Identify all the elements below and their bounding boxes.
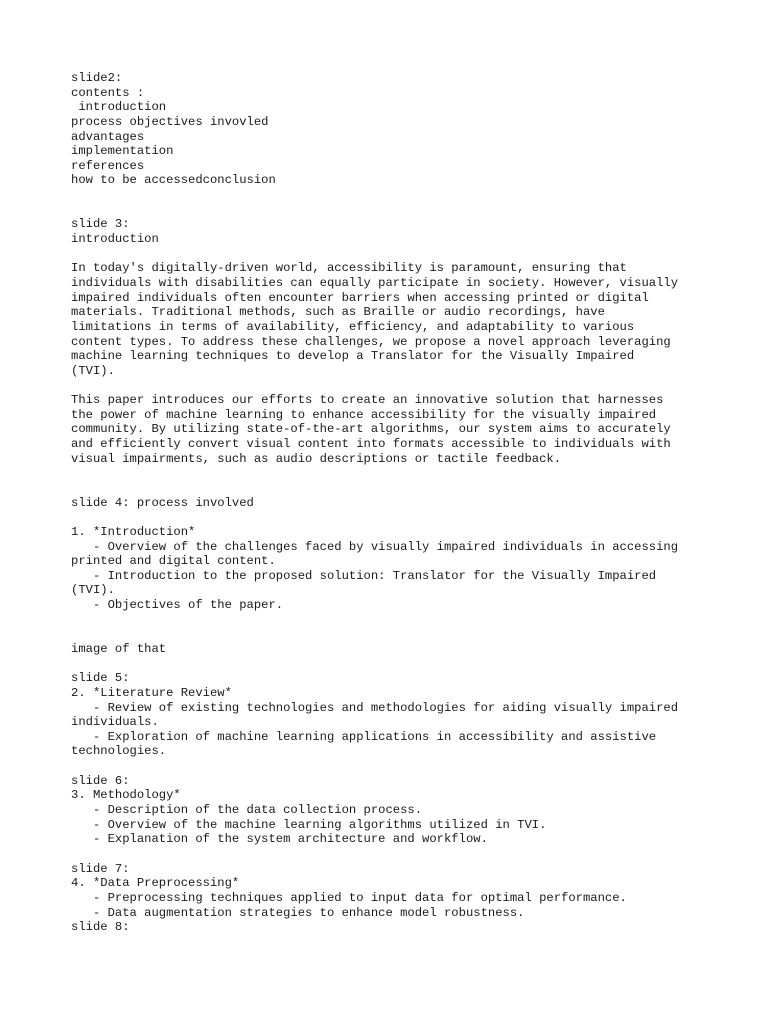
text-line: - Objectives of the paper. — [71, 598, 284, 613]
text-line: community. By utilizing state-of-the-art algorithms, our system aims to accurately — [71, 422, 671, 437]
text-line: technologies. — [71, 744, 167, 759]
text-line: 2. *Literature Review* — [71, 685, 232, 700]
text-line: (TVI). — [71, 583, 115, 598]
document-page — [71, 71, 731, 935]
text-line: the power of machine learning to enhance accessibility for the visually impaired — [71, 407, 657, 422]
text-line: (TVI). — [71, 363, 115, 378]
text-line: - Preprocessing techniques applied to input data for optimal performance. — [71, 890, 627, 905]
blank-line — [71, 378, 731, 393]
text-line: slide 5: — [71, 671, 130, 686]
text-line: slide 3: — [71, 217, 130, 232]
blank-line — [71, 510, 731, 525]
text-line: how to be accessedconclusion — [71, 173, 276, 188]
blank-line — [71, 613, 731, 628]
blank-line — [71, 466, 731, 481]
text-line: individuals with disabilities can equally participate in society. However, visually — [71, 275, 679, 290]
text-line: machine learning techniques to develop a Translator for the Visually Impaired — [71, 349, 635, 364]
text-line: impaired individuals often encounter barriers when accessing printed or digital — [71, 290, 649, 305]
blank-line — [71, 657, 731, 672]
text-line: 3. Methodology* — [71, 788, 181, 803]
blank-line — [71, 627, 731, 642]
blank-line — [71, 247, 731, 262]
text-line: 1. *Introduction* — [71, 524, 196, 539]
text-line: references — [71, 158, 145, 173]
text-line: visual impairments, such as audio descriptions or tactile feedback. — [71, 451, 562, 466]
text-line: limitations in terms of availability, efficiency, and adaptability to various — [71, 319, 635, 334]
text-line: - Exploration of machine learning applications in accessibility and assistive — [71, 729, 657, 744]
blank-line — [71, 188, 731, 203]
blank-line — [71, 203, 731, 218]
text-line: content types. To address these challenges, we propose a novel approach leveraging — [71, 334, 671, 349]
blank-line — [71, 759, 731, 774]
text-line: 4. *Data Preprocessing* — [71, 876, 240, 891]
text-line: contents : — [71, 85, 145, 100]
text-line: printed and digital content. — [71, 554, 276, 569]
text-line: materials. Traditional methods, such as Braille or audio recordings, have — [71, 305, 605, 320]
text-line: - Introduction to the proposed solution: Translator for the Visually Impaired — [71, 568, 657, 583]
text-line: advantages — [71, 129, 145, 144]
blank-line — [71, 481, 731, 496]
text-line: - Overview of the machine learning algorithms utilized in TVI. — [71, 817, 547, 832]
text-line: In today's digitally-driven world, accessibility is paramount, ensuring that — [71, 261, 627, 276]
text-line: introduction — [71, 232, 159, 247]
text-line: This paper introduces our efforts to create an innovative solution that harnesses — [71, 393, 664, 408]
text-line: and efficiently convert visual content into formats accessible to individuals with — [71, 437, 671, 452]
text-line: introduction — [71, 100, 167, 115]
text-line: slide 8: — [71, 920, 130, 935]
text-line: - Overview of the challenges faced by visually impaired individuals in accessing — [71, 539, 679, 554]
text-line: slide 4: process involved — [71, 495, 254, 510]
text-line: process objectives invovled — [71, 114, 269, 129]
text-line: implementation — [71, 144, 174, 159]
text-line: - Review of existing technologies and methodologies for aiding visually impaired — [71, 700, 679, 715]
text-line: slide 6: — [71, 773, 130, 788]
text-line: - Explanation of the system architecture and workflow. — [71, 832, 488, 847]
text-line: - Description of the data collection process. — [71, 803, 423, 818]
text-line: individuals. — [71, 715, 159, 730]
text-line: slide2: — [71, 71, 123, 85]
text-line: slide 7: — [71, 861, 130, 876]
blank-line — [71, 847, 731, 862]
text-line: image of that — [71, 641, 167, 656]
text-line: - Data augmentation strategies to enhance model robustness. — [71, 905, 525, 920]
